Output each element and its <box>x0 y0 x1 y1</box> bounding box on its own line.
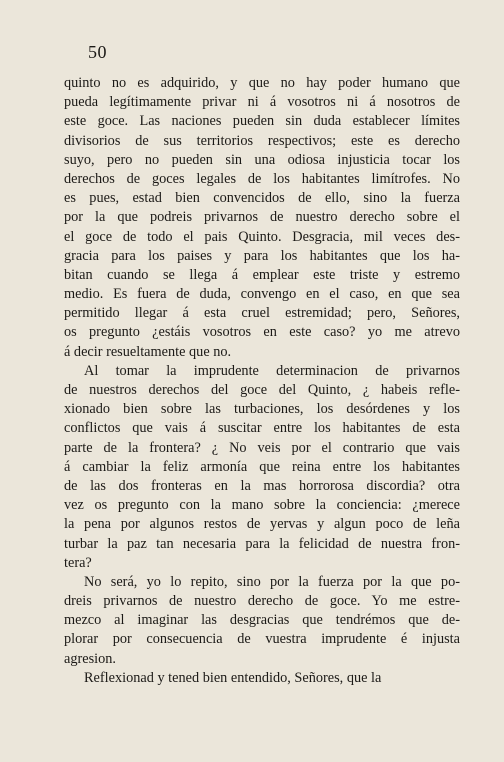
text-line: á cambiar la feliz armonía que reina entre los habitantes <box>64 458 460 475</box>
paragraph <box>64 74 460 362</box>
text-line: turbar la paz tan necesaria para la felicidad de nuestra fron- <box>64 535 460 552</box>
text-line: este goce. Las naciones pueden sin duda establecer límites <box>64 113 460 130</box>
text-line: parte de la frontera? ¿ No veis por el contrario que vais <box>64 439 460 456</box>
text-line: quinto no es adquirido, y que no hay poder humano que <box>64 75 460 91</box>
text-line: plorar por consecuencia de vuestra imprudente é injusta <box>64 631 460 648</box>
text-line: divisorios de sus territorios respectivos; este es derecho <box>64 132 460 149</box>
text-line: es pues, estad bien convencidos de ello, sino la fuerza <box>64 190 460 207</box>
text-line: conflictos que vais á suscitar entre los habitantes de esta <box>64 420 460 437</box>
text-line: á decir resueltamente que no. <box>64 343 232 360</box>
text-line: No será, yo lo repito, sino por la fuerza por la que po- <box>84 573 460 590</box>
text-line: derechos de goces legales de los habitantes limítrofes. No <box>64 170 460 187</box>
text-line: por la que podreis privarnos de nuestro derecho sobre el <box>64 209 460 226</box>
text-line: de las dos fronteras en la mas horrorosa discordia? otra <box>64 477 460 494</box>
text-line: medio. Es fuera de duda, convengo en el caso, en que sea <box>64 286 460 303</box>
text-line: la pena por algunos restos de yervas y algun poco de leña <box>64 516 460 533</box>
text-line: el goce de todo el pais Quinto. Desgracia, mil veces des- <box>64 228 460 245</box>
paragraph <box>64 362 460 573</box>
text-line: de nuestros derechos del goce del Quinto, ¿ habeis refle- <box>64 382 460 398</box>
paragraph <box>64 669 460 688</box>
paragraph <box>64 573 460 669</box>
text-line: tera? <box>64 554 92 571</box>
text-line: bitan cuando se llega á emplear este triste y estremo <box>64 266 460 283</box>
text-line: xionado bien sobre las turbaciones, los desórdenes y los <box>64 401 460 418</box>
text-line: gracia para los paises y para los habitantes que los ha- <box>64 247 460 264</box>
text-line: mezco al imaginar las desgracias que tendrémos que de- <box>64 612 460 629</box>
body-text <box>64 74 460 688</box>
text-line: agresion. <box>64 650 117 667</box>
text-line: dreis privarnos de nuestro derecho de goce. Yo me estre- <box>64 593 460 610</box>
text-line: Al tomar la imprudente determinacion de privarnos <box>84 362 460 379</box>
page-number: 50 <box>88 42 107 62</box>
text-line: permitido llegar á esta cruel estremidad; pero, Señores, <box>64 305 460 322</box>
text-line: os pregunto ¿estáis vosotros en este caso? yo me atrevo <box>64 324 460 341</box>
text-line: pueda legítimamente privar ni á vosotros ni á nosotros de <box>64 94 460 111</box>
text-line: vez os pregunto con la mano sobre la conciencia: ¿merece <box>64 497 460 514</box>
text-line: suyo, pero no pueden sin una odiosa injusticia tocar los <box>64 151 460 168</box>
text-line: Reflexionad y tened bien entendido, Señores, que la <box>84 669 382 686</box>
